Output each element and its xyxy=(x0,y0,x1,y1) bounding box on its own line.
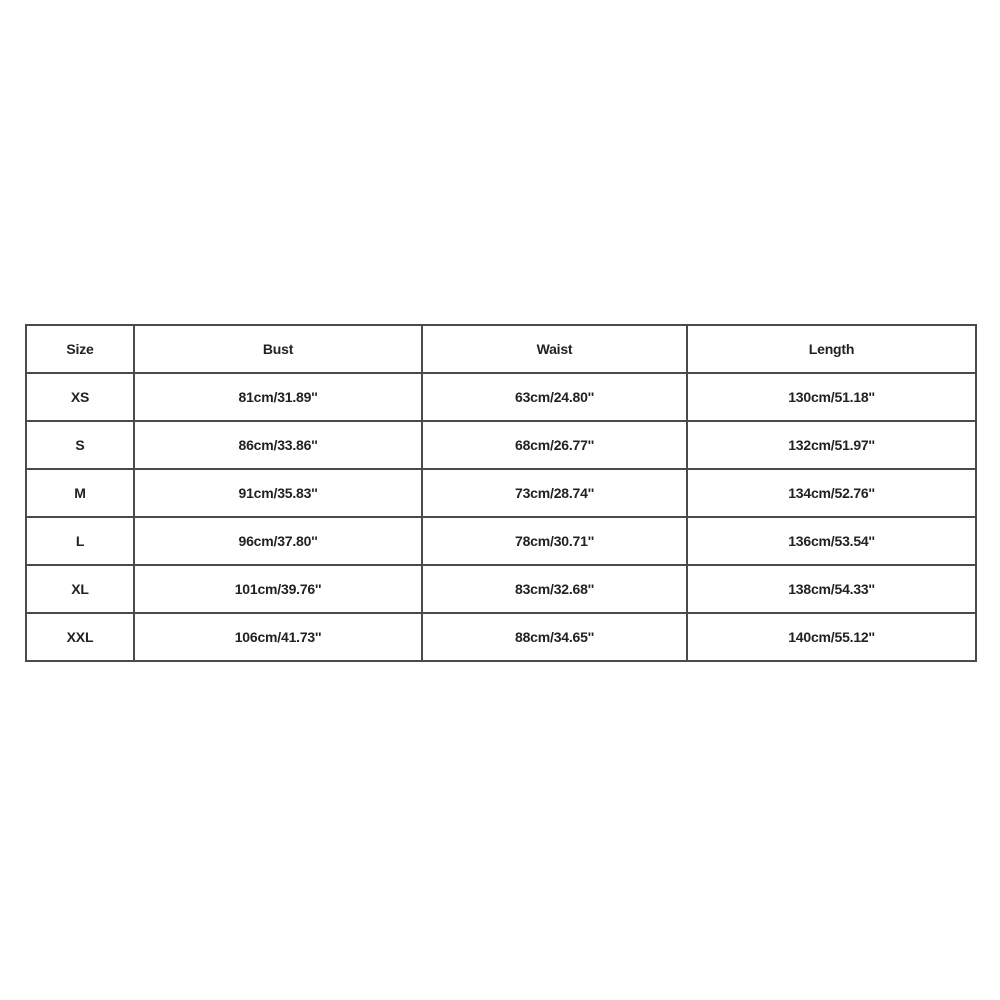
bust-cell: 91cm/35.83'' xyxy=(134,469,422,517)
waist-cell: 63cm/24.80'' xyxy=(422,373,687,421)
bust-cell: 96cm/37.80'' xyxy=(134,517,422,565)
table-row xyxy=(26,421,976,469)
size-chart-table xyxy=(25,324,977,662)
table-row xyxy=(26,469,976,517)
table-row xyxy=(26,373,976,421)
waist-cell: 83cm/32.68'' xyxy=(422,565,687,613)
size-cell: S xyxy=(26,421,134,469)
header-length: Length xyxy=(687,325,976,373)
header-row xyxy=(26,325,976,373)
bust-cell: 106cm/41.73'' xyxy=(134,613,422,661)
size-cell: XS xyxy=(26,373,134,421)
waist-cell: 73cm/28.74'' xyxy=(422,469,687,517)
table-row xyxy=(26,565,976,613)
table-row xyxy=(26,517,976,565)
length-cell: 138cm/54.33'' xyxy=(687,565,976,613)
size-cell: XL xyxy=(26,565,134,613)
bust-cell: 101cm/39.76'' xyxy=(134,565,422,613)
header-size: Size xyxy=(26,325,134,373)
length-cell: 134cm/52.76'' xyxy=(687,469,976,517)
bust-cell: 86cm/33.86'' xyxy=(134,421,422,469)
size-cell: M xyxy=(26,469,134,517)
length-cell: 132cm/51.97'' xyxy=(687,421,976,469)
size-cell: XXL xyxy=(26,613,134,661)
waist-cell: 78cm/30.71'' xyxy=(422,517,687,565)
size-cell: L xyxy=(26,517,134,565)
length-cell: 140cm/55.12'' xyxy=(687,613,976,661)
length-cell: 136cm/53.54'' xyxy=(687,517,976,565)
waist-cell: 68cm/26.77'' xyxy=(422,421,687,469)
length-cell: 130cm/51.18'' xyxy=(687,373,976,421)
table-row xyxy=(26,613,976,661)
waist-cell: 88cm/34.65'' xyxy=(422,613,687,661)
header-waist: Waist xyxy=(422,325,687,373)
bust-cell: 81cm/31.89'' xyxy=(134,373,422,421)
header-bust: Bust xyxy=(134,325,422,373)
